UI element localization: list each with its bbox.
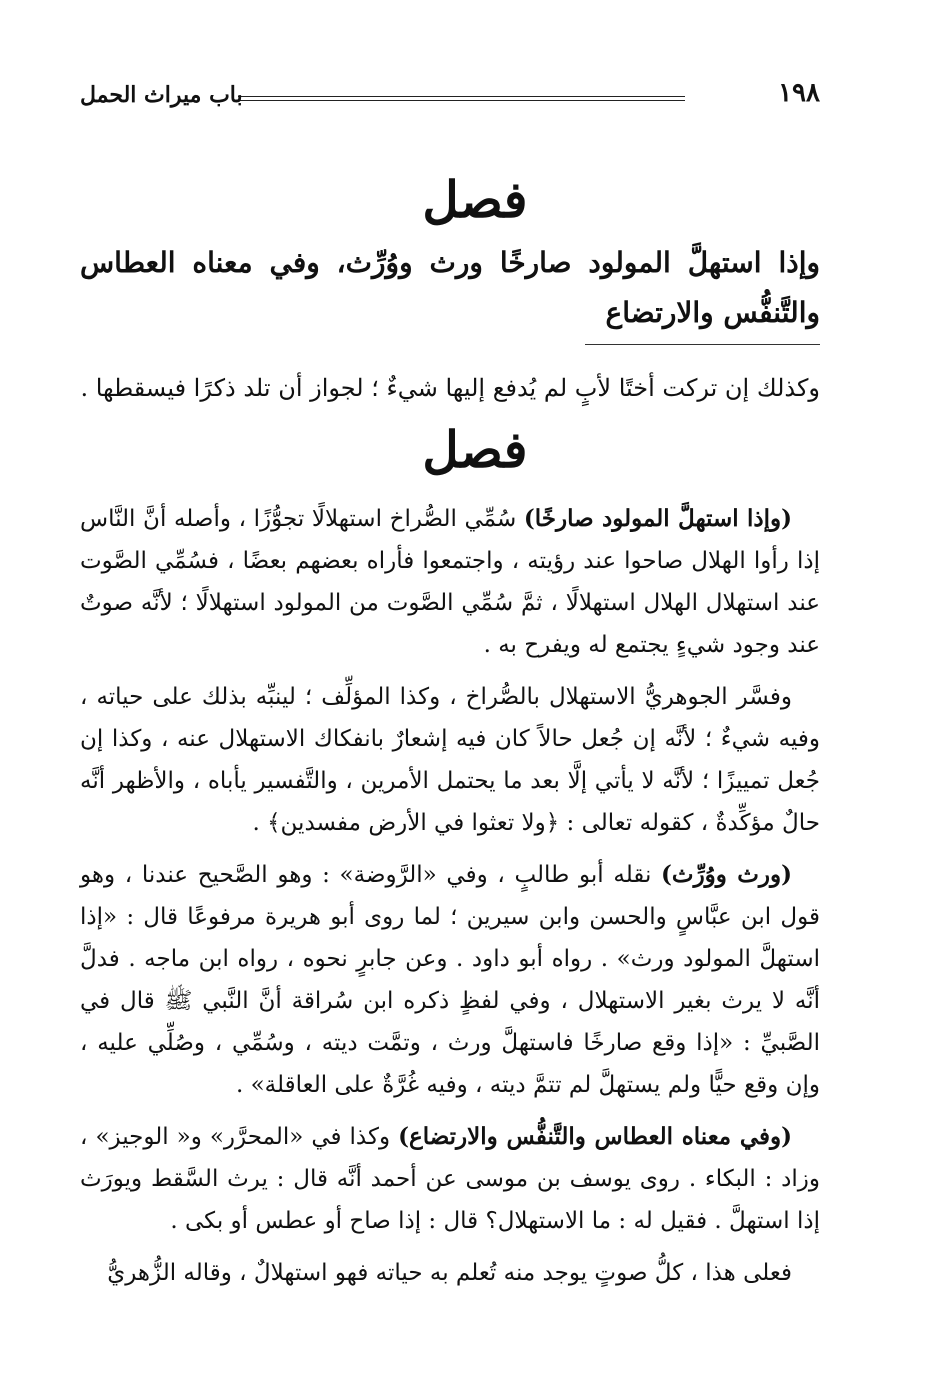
paragraph-text: فعلى هذا ، كلُّ صوتٍ يوجد منه تُعلم به حياته فهو استهلالٌ ، وقاله الزُّهريُّ [107, 1260, 792, 1286]
running-title: باب ميراث الحمل [80, 82, 243, 108]
paragraph [80, 676, 820, 844]
paragraph-text: وفسَّر الجوهريُّ الاستهلال بالصُّراخ ، وكذا المؤلِّف ؛ لينبِّه بذلك على حياته ، وفيه شيءٌ ؛ لأنَّه إن جُعل حالاً كان فيه إشعارٌ بانفكاك الاستهلال عنه ، وكذا إن جُعل تمييزًا ؛ لأنَّه لا يأتي إلَّا بعد ما يحتمل الأمرين ، والتَّفسير يأباه ، والأظهر أنَّه حالٌ مؤكِّدةٌ ، كقوله تعالى : ﴿ولا تعثوا في الأرض مفسدين﴾ . [80, 684, 820, 836]
matn-rule [585, 344, 820, 345]
header-rule [238, 96, 685, 101]
section-heading: فصل [422, 170, 528, 229]
commentary [80, 498, 820, 1304]
paragraph-text: وكذا في «المحرَّر» و« الوجيز» ، وزاد : البكاء . روى يوسف بن موسى عن أحمد أنَّه قال : يرث السَّقط ويورَث إذا استهلَّ . فقيل له : ما الاستهلال؟ قال : إذا صاح أو عطس أو بكى . [80, 1124, 820, 1234]
matn-note: وكذلك إن تركت أختًا لأبٍ لم يُدفع إليها شيءٌ ؛ لجواز أن تلد ذكرًا فيسقطها . [80, 374, 820, 402]
running-header [80, 78, 820, 118]
paragraph [80, 854, 820, 1106]
paragraph-text: سُمِّي الصُّراخ استهلالًا تجوُّزًا ، وأصله أنَّ النَّاس إذا رأوا الهلال صاحوا عند رؤيته ، واجتمعوا فأراه بعضهم بعضًا ، فسُمِّي الصَّوت عند استهلال الهلال استهلالًا ، ثمَّ سُمِّي الصَّوت من المولود استهلالًا ؛ لأنَّه صوتٌ عند وجود شيءٍ يجتمع له ويفرح به . [80, 506, 820, 658]
paragraph [80, 1116, 820, 1242]
section-heading-2: فصل [422, 420, 528, 479]
paragraph-lead: (ورث ووُرِّث) [661, 861, 793, 888]
page-number: ١٩٨ [778, 78, 820, 108]
paragraph-text: نقله أبو طالبٍ ، وفي «الرَّوضة» : وهو الصَّحيح عندنا ، وهو قول ابن عبَّاسٍ والحسن وابن سيرين ؛ لما روى أبو هريرة مرفوعًا قال : «إذا استهلَّ المولود ورث» . رواه أبو داود . وعن جابرٍ نحوه ، رواه ابن ماجه . فدلَّ أنَّه لا يرث بغير الاستهلال ، وفي لفظٍ ذكره ابن سُراقة أنَّ النَّبي ﷺ قال في الصَّبيِّ : «إذا وقع صارخًا فاستهلَّ ورث ، وتمَّت ديته ، وسُمِّي ، وصُلِّي عليه ، وإن وقع حيًّا ولم يستهلَّ لم تتمَّ ديته ، وفيه غُرَّةٌ على العاقلة» . [80, 862, 820, 1098]
paragraph [80, 1252, 820, 1294]
paragraph-lead: (وإذا استهلَّ المولود صارخًا) [523, 505, 792, 532]
paragraph-lead: (وفي معناه العطاس والتَّنفُّس والارتضاع) [398, 1123, 792, 1150]
matn-text: وإذا استهلَّ المولود صارخًا ورث ووُرِّث، وفي معناه العطاس والتَّنفُّس والارتضاع [80, 246, 820, 329]
paragraph [80, 498, 820, 666]
